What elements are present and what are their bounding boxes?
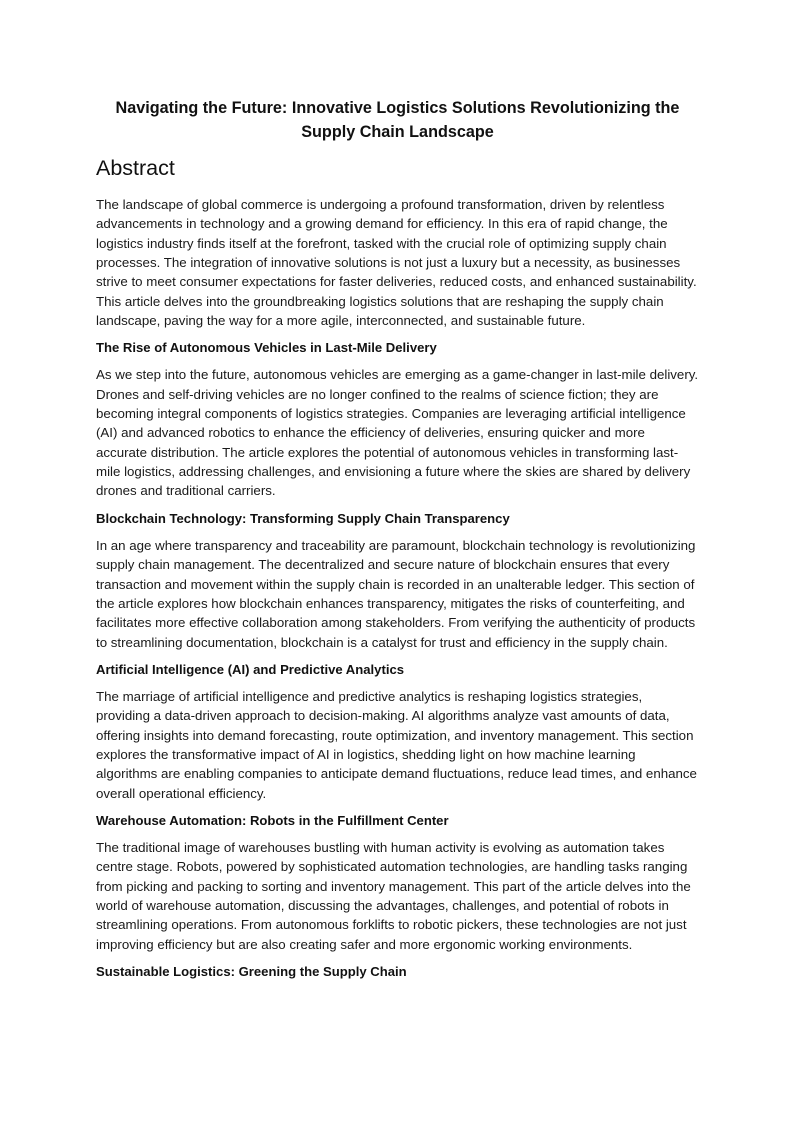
section-heading: Warehouse Automation: Robots in the Fulfillment Center [96,812,449,828]
abstract-paragraph: The landscape of global commerce is undergoing a profound transformation, driven by relentless advancements in technology and a growing demand for efficiency. In this era of rapid change, the logistics industry finds itself at the forefront, tasked with the crucial role of optimizing supply chain processes. The integration of innovative solutions is not just a luxury but a necessity, as businesses strive to meet consumer expectations for faster deliveries, reduced costs, and enhanced sustainability. This article delves into the groundbreaking logistics solutions that are reshaping the supply chain landscape, paving the way for a more agile, interconnected, and sustainable future. [96,197,697,329]
section-ai-analytics [96,660,699,803]
section-heading: Sustainable Logistics: Greening the Supply Chain [96,964,407,979]
section-blockchain [96,509,699,652]
section-paragraph: As we step into the future, autonomous vehicles are emerging as a game-changer in last-mile delivery. Drones and self-driving vehicles are no longer confined to the realms of science fiction; they are becoming integral components of logistics strategies. Companies are leveraging artificial intelligence (AI) and advanced robotics to enhance the efficiency of deliveries, ensuring quicker and more accurate distribution. The article explores the potential of autonomous vehicles in transforming last-mile logistics, addressing challenges, and envisioning a future where the skies are shared by delivery drones and traditional carriers. [96,367,699,499]
section-heading: Artificial Intelligence (AI) and Predictive Analytics [96,661,405,677]
section-sustainable-logistics [96,962,699,981]
section-paragraph: In an age where transparency and traceability are paramount, blockchain technology is revolutionizing supply chain management. The decentralized and secure nature of blockchain ensures that every transaction and movement within the supply chain is recorded in an unalterable ledger. This section of the article explores how blockchain enhances transparency, mitigates the risks of counterfeiting, and facilitates more effective collaboration among stakeholders. From verifying the authenticity of products to streamlining documentation, blockchain is a catalyst for trust and efficiency in the supply chain. [96,537,696,650]
abstract-heading: Abstract [96,156,175,180]
section-heading: Blockchain Technology: Transforming Supply Chain Transparency [96,510,510,526]
section-heading: The Rise of Autonomous Vehicles in Last-Mile Delivery [96,340,437,356]
document-title: Navigating the Future: Innovative Logistics Solutions Revolutionizing the Supply Chain Landscape [115,99,680,141]
section-warehouse-automation [96,811,699,954]
section-autonomous-vehicles [96,338,699,500]
section-paragraph: The marriage of artificial intelligence and predictive analytics is reshaping logistics strategies, providing a data-driven approach to decision-making. AI algorithms analyze vast amounts of data, offering insights into demand forecasting, route optimization, and inventory management. This section explores the transformative impact of AI in logistics, shedding light on how machine learning algorithms are enabling companies to anticipate demand fluctuations, reduce lead times, and enhance overall operational efficiency. [96,688,697,801]
section-paragraph: The traditional image of warehouses bustling with human activity is evolving as automation takes centre stage. Robots, powered by sophisticated automation technologies, are handling tasks ranging from picking and packing to sorting and inventory management. This part of the article delves into the world of warehouse automation, discussing the advantages, challenges, and potential of robots in streamlining operations. From autonomous forklifts to robotic pickers, these technologies are not just improving efficiency but are also creating safer and more ergonomic working environments. [96,839,691,952]
document-page [96,96,699,989]
